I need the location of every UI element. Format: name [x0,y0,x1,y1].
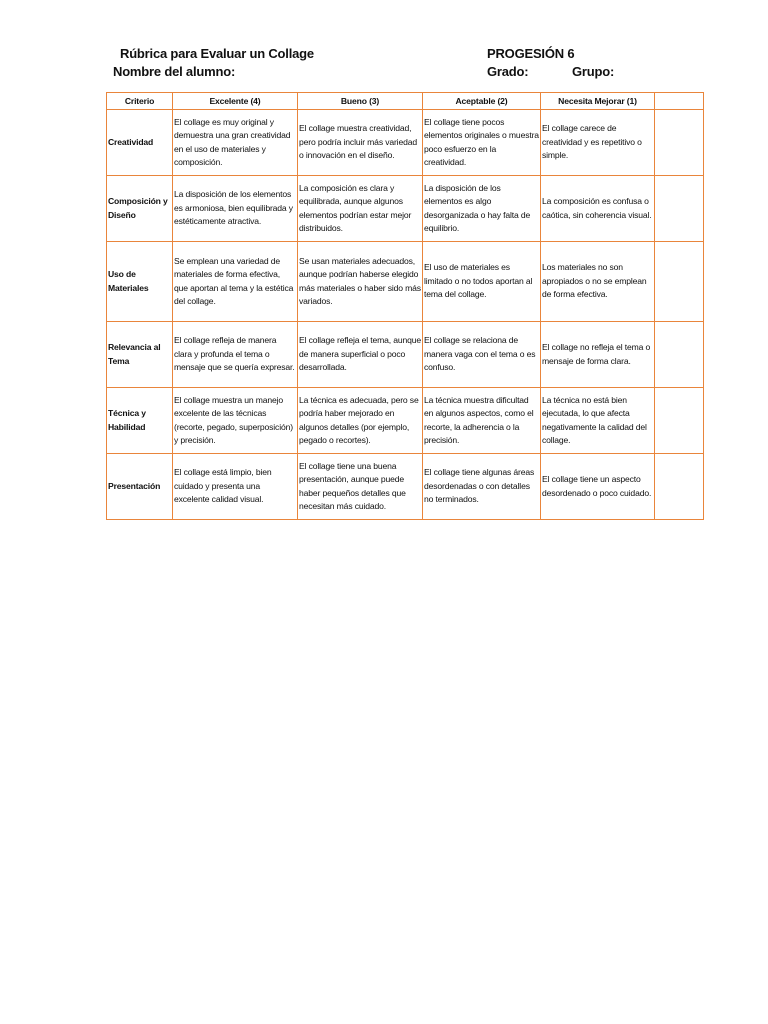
score-cell[interactable] [655,322,704,388]
criterion-cell: Creatividad [107,110,173,176]
excelente-cell: Se emplean una variedad de materiales de forma efectiva, que aportan al tema y la estética del collage. [173,242,298,322]
table-row [107,110,704,176]
bueno-cell: Se usan materiales adecuados, aunque podrían haberse elegido más materiales o haber sido más variados. [298,242,423,322]
column-header-bueno: Bueno (3) [298,93,423,110]
score-cell[interactable] [655,176,704,242]
excelente-cell: El collage refleja de manera clara y profunda el tema o mensaje que se quería expresar. [173,322,298,388]
excelente-cell: El collage es muy original y demuestra una gran creatividad en el uso de materiales y composición. [173,110,298,176]
score-cell[interactable] [655,454,704,520]
necesita-mejorar-cell: El collage no refleja el tema o mensaje de forma clara. [541,322,655,388]
necesita-mejorar-cell: El collage carece de creatividad y es repetitivo o simple. [541,110,655,176]
column-header-criterio: Criterio [107,93,173,110]
column-header-aceptable: Aceptable (2) [423,93,541,110]
document-title: Rúbrica para Evaluar un Collage [120,46,314,61]
criterion-cell: Presentación [107,454,173,520]
bueno-cell: El collage muestra creatividad, pero podría incluir más variedad o innovación en el diseño. [298,110,423,176]
bueno-cell: La técnica es adecuada, pero se podría haber mejorado en algunos detalles (por ejemplo, pegado o recortes). [298,388,423,454]
student-name-label: Nombre del alumno: [113,64,236,79]
criterion-cell: Relevancia al Tema [107,322,173,388]
excelente-cell: La disposición de los elementos es armoniosa, bien equilibrada y estéticamente atractiva. [173,176,298,242]
aceptable-cell: El collage tiene algunas áreas desordenadas o con detalles no terminados. [423,454,541,520]
table-row [107,454,704,520]
necesita-mejorar-cell: El collage tiene un aspecto desordenado o poco cuidado. [541,454,655,520]
score-cell[interactable] [655,110,704,176]
score-cell[interactable] [655,242,704,322]
group-label: Grupo: [572,64,615,79]
grade-label: Grado: [487,64,529,79]
criterion-cell: Técnica y Habilidad [107,388,173,454]
progression-label: PROGESIÓN 6 [487,46,575,61]
aceptable-cell: El collage tiene pocos elementos originales o muestra poco esfuerzo en la creatividad. [423,110,541,176]
bueno-cell: El collage tiene una buena presentación, aunque puede haber pequeños detalles que necesitan más cuidado. [298,454,423,520]
table-row [107,176,704,242]
bueno-cell: La composición es clara y equilibrada, aunque algunos elementos podrían estar mejor distribuidos. [298,176,423,242]
table-row [107,322,704,388]
aceptable-cell: El uso de materiales es limitado o no todos aportan al tema del collage. [423,242,541,322]
aceptable-cell: La técnica muestra dificultad en algunos aspectos, como el recorte, la adherencia o la precisión. [423,388,541,454]
bueno-cell: El collage refleja el tema, aunque de manera superficial o poco desarrollada. [298,322,423,388]
excelente-cell: El collage muestra un manejo excelente de las técnicas (recorte, pegado, superposición) y precisión. [173,388,298,454]
excelente-cell: El collage está limpio, bien cuidado y presenta una excelente calidad visual. [173,454,298,520]
column-header-necesita-mejorar: Necesita Mejorar (1) [541,93,655,110]
table-row [107,388,704,454]
criterion-cell: Composición y Diseño [107,176,173,242]
column-header-blank [655,93,704,110]
column-header-excelente: Excelente (4) [173,93,298,110]
necesita-mejorar-cell: La técnica no está bien ejecutada, lo que afecta negativamente la calidad del collage. [541,388,655,454]
aceptable-cell: La disposición de los elementos es algo desorganizada o hay falta de equilibrio. [423,176,541,242]
necesita-mejorar-cell: Los materiales no son apropiados o no se emplean de forma efectiva. [541,242,655,322]
rubric-table [106,92,704,520]
necesita-mejorar-cell: La composición es confusa o caótica, sin coherencia visual. [541,176,655,242]
table-header-row [107,93,704,110]
aceptable-cell: El collage se relaciona de manera vaga con el tema o es confuso. [423,322,541,388]
score-cell[interactable] [655,388,704,454]
criterion-cell: Uso de Materiales [107,242,173,322]
table-row [107,242,704,322]
